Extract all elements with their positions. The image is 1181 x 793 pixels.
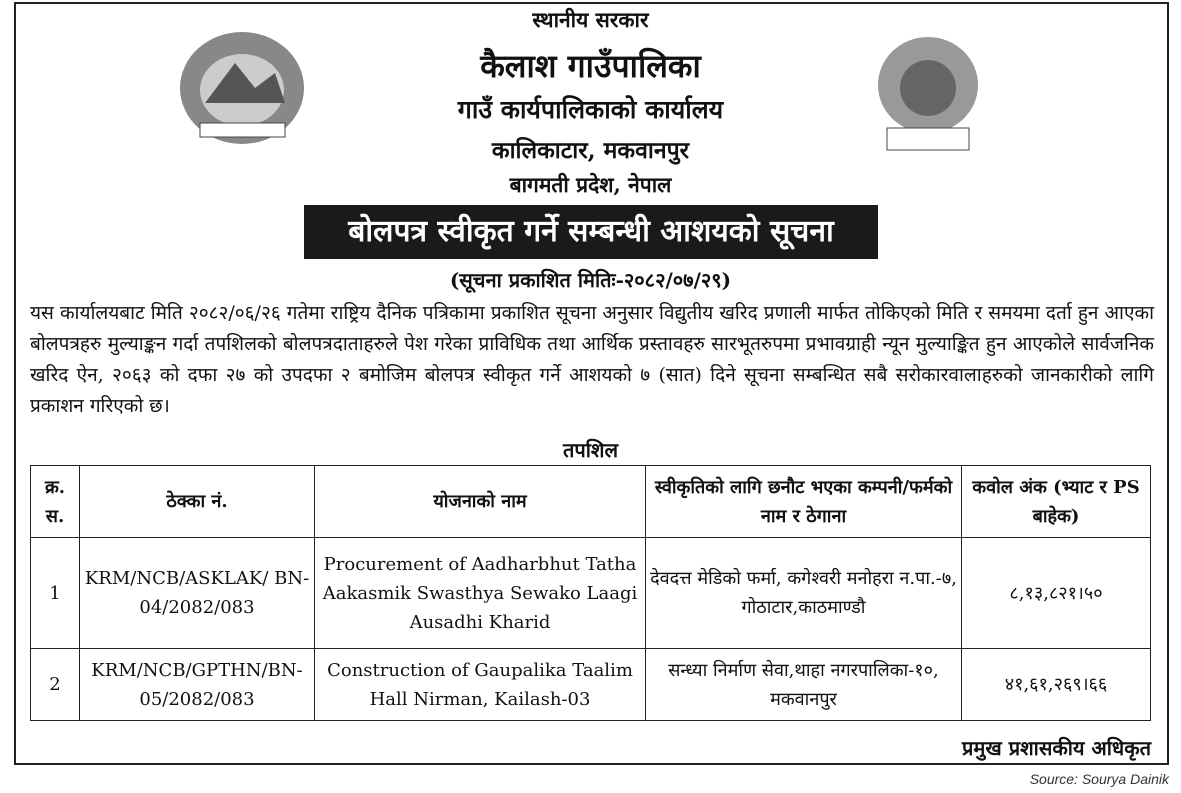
notice-title: बोलपत्र स्वीकृत गर्ने सम्बन्धी आशयको सूचना [304, 205, 878, 259]
col-sn: क्र. स. [31, 466, 80, 538]
published-date: (सूचना प्रकाशित मितिः-२०८२/०७/२९) [449, 268, 732, 292]
header-province: बागमती प्रदेश, नेपाल [509, 172, 672, 197]
cell-project-name: Construction of Gaupalika Taalim Hall Nirman, Kailash-03 [315, 649, 646, 721]
col-bid-amount: कवोल अंक (भ्याट र PS बाहेक) [962, 466, 1151, 538]
notice-body: यस कार्यालयबाट मिति २०८२/०६/२६ गतेमा राष्ट्रिय दैनिक पत्रिकामा प्रकाशित सूचना अनुसार विद्युतीय खरिद प्रणाली मार्फत तोकिएको मिति र समयमा दर्ता हुन आएका बोलपत्रहरु मुल्याङ्कन गर्दा तपशिलको बोलपत्रदाताहरुले पेश गरेका प्राविधिक तथा आर्थिक प्रस्तावहरु सारभूतरुपमा प्रभावग्राही न्यून मुल्याङ्कित हुन आएकोले सार्वजनिक खरिद ऐन, २०६३ को दफा २७ को उपदफा २ बमोजिम बोलपत्र स्वीकृत गर्ने आशयको ७ (सात) दिने सूचना सम्बन्धित सबै सरोकारवालाहरुको जानकारीको लागि प्रकाशन गरिएको छ। [30, 302, 1154, 417]
cell-company: सन्ध्या निर्माण सेवा,थाहा नगरपालिका-१०, मकवानपुर [646, 649, 962, 721]
source-credit: Source: Sourya Dainik [1029, 771, 1169, 787]
table-title: तपशिल [562, 438, 619, 462]
cell-bid-amount: ८,१३,८२१।५० [962, 538, 1151, 649]
header-address: कालिकाटार, मकवानपुर [491, 137, 690, 164]
cell-contract-no: KRM/NCB/GPTHN/BN- 05/2082/083 [80, 649, 315, 721]
col-company: स्वीकृतिको लागि छनौट भएका कम्पनी/फर्मको नाम र ठेगाना [646, 466, 962, 538]
cell-bid-amount: ४१,६१,२६९।६६ [962, 649, 1151, 721]
header-office: गाउँ कार्यपालिकाको कार्यालय [457, 95, 724, 124]
signature: प्रमुख प्रशासकीय अधिकृत [962, 736, 1151, 760]
cell-contract-no: KRM/NCB/ASKLAK/ BN-04/2082/083 [80, 538, 315, 649]
bid-table [30, 465, 1151, 721]
col-project-name: योजनाको नाम [315, 466, 646, 538]
cell-project-name: Procurement of Aadharbhut Tatha Aakasmik Swasthya Sewako Laagi Ausadhi Kharid [315, 538, 646, 649]
header-local-govt: स्थानीय सरकार [532, 7, 649, 32]
table-row [31, 649, 1151, 721]
table-header-row [31, 466, 1151, 538]
cell-sn: 2 [31, 649, 80, 721]
cell-sn: 1 [31, 538, 80, 649]
col-contract-no: ठेक्का नं. [80, 466, 315, 538]
table-row [31, 538, 1151, 649]
header-municipality: कैलाश गाउँपालिका [480, 47, 701, 85]
cell-company: देवदत्त मेडिको फर्मा, कगेश्वरी मनोहरा न.पा.-७, गोठाटार,काठमाण्डौ [646, 538, 962, 649]
